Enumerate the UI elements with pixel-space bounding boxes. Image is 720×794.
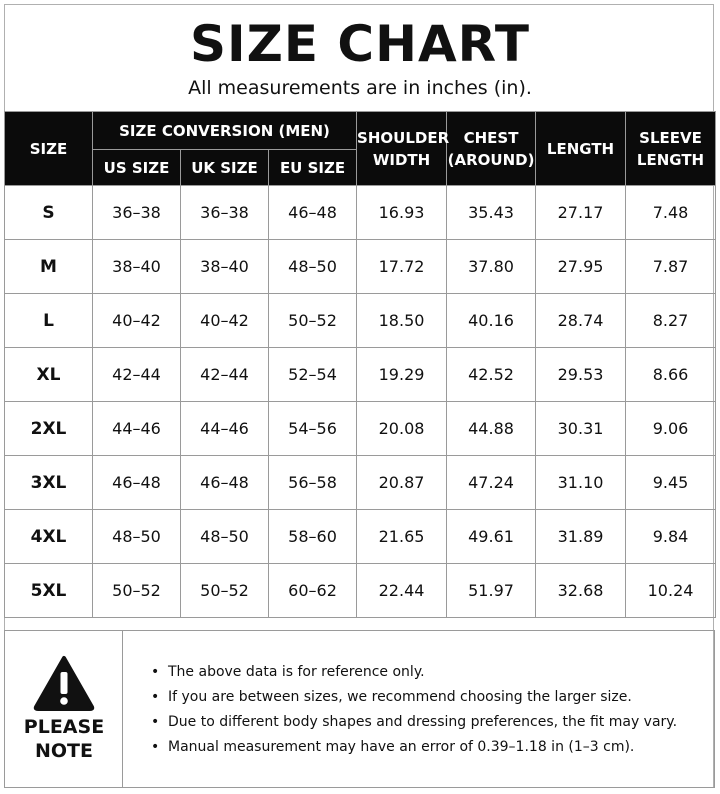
cell-sleeve-length: 7.48 [626,186,716,240]
cell-length: 28.74 [536,294,626,348]
table-row [5,564,716,618]
page-subtitle: All measurements are in inches (in). [188,77,532,99]
cell-shoulder-width: 16.93 [357,186,447,240]
please-note-box [4,630,715,788]
cell-shoulder-width: 22.44 [357,564,447,618]
note-item: • If you are between sizes, we recommend choosing the larger size. [151,685,677,710]
cell-length: 32.68 [536,564,626,618]
cell-size: M [5,240,93,294]
cell-uk-size: 42–44 [181,348,269,402]
cell-chest: 47.24 [447,456,536,510]
cell-chest: 35.43 [447,186,536,240]
cell-chest: 40.16 [447,294,536,348]
cell-eu-size: 54–56 [269,402,357,456]
cell-length: 31.10 [536,456,626,510]
cell-size: L [5,294,93,348]
cell-shoulder-width: 19.29 [357,348,447,402]
cell-uk-size: 50–52 [181,564,269,618]
header-chest-line2: (AROUND) [447,150,535,169]
table-row [5,294,716,348]
table-row [5,186,716,240]
cell-us-size: 48–50 [93,510,181,564]
cell-eu-size: 58–60 [269,510,357,564]
cell-us-size: 36–38 [93,186,181,240]
cell-sleeve-length: 10.24 [626,564,716,618]
cell-size: XL [5,348,93,402]
table-row [5,456,716,510]
cell-us-size: 40–42 [93,294,181,348]
note-item: • Due to different body shapes and dressing preferences, the fit may vary. [151,710,677,735]
cell-us-size: 42–44 [93,348,181,402]
header-uk-size: UK SIZE [181,150,269,186]
please-note-label-panel [5,631,123,787]
header-shoulder-line2: WIDTH [372,150,431,169]
cell-eu-size: 48–50 [269,240,357,294]
cell-chest: 49.61 [447,510,536,564]
cell-chest: 51.97 [447,564,536,618]
cell-uk-size: 40–42 [181,294,269,348]
note-item: • The above data is for reference only. [151,660,677,685]
cell-chest: 44.88 [447,402,536,456]
cell-eu-size: 60–62 [269,564,357,618]
cell-sleeve-length: 9.06 [626,402,716,456]
cell-uk-size: 36–38 [181,186,269,240]
please-note-line2: NOTE [35,740,93,762]
cell-us-size: 50–52 [93,564,181,618]
cell-length: 27.17 [536,186,626,240]
cell-length: 30.31 [536,402,626,456]
cell-eu-size: 56–58 [269,456,357,510]
please-note-label [5,715,123,763]
header-shoulder-width [357,112,450,186]
page-title: SIZE CHART [189,15,531,73]
cell-shoulder-width: 17.72 [357,240,447,294]
cell-shoulder-width: 20.87 [357,456,447,510]
cell-uk-size: 38–40 [181,240,269,294]
warning-triangle-icon [33,655,95,711]
cell-length: 27.95 [536,240,626,294]
cell-sleeve-length: 9.84 [626,510,716,564]
cell-length: 31.89 [536,510,626,564]
cell-length: 29.53 [536,348,626,402]
cell-uk-size: 46–48 [181,456,269,510]
cell-uk-size: 44–46 [181,402,269,456]
please-note-line1: PLEASE [23,716,105,738]
header-sleeve-line2: LENGTH [636,150,705,169]
cell-size: 4XL [5,510,93,564]
size-chart-table [4,111,716,618]
cell-eu-size: 50–52 [269,294,357,348]
table-row [5,348,716,402]
cell-shoulder-width: 18.50 [357,294,447,348]
header-size-conversion: SIZE CONVERSION (MEN) [93,112,357,150]
cell-us-size: 44–46 [93,402,181,456]
cell-eu-size: 52–54 [269,348,357,402]
cell-us-size: 38–40 [93,240,181,294]
header-chest [447,112,536,186]
header-size: SIZE [5,112,93,186]
cell-sleeve-length: 8.66 [626,348,716,402]
note-item: • Manual measurement may have an error of 0.39–1.18 in (1–3 cm). [151,735,677,760]
header-sleeve-length [626,112,716,186]
cell-chest: 37.80 [447,240,536,294]
table-row [5,240,716,294]
header-length: LENGTH [536,112,626,186]
cell-sleeve-length: 7.87 [626,240,716,294]
header-eu-size: EU SIZE [269,150,357,186]
table-row [5,402,716,456]
cell-uk-size: 48–50 [181,510,269,564]
cell-chest: 42.52 [447,348,536,402]
header-shoulder-line1: SHOULDER [357,128,450,147]
cell-shoulder-width: 20.08 [357,402,447,456]
cell-sleeve-length: 8.27 [626,294,716,348]
cell-sleeve-length: 9.45 [626,456,716,510]
header-sleeve-line1: SLEEVE [639,128,702,147]
table-row [5,510,716,564]
cell-us-size: 46–48 [93,456,181,510]
cell-size: 3XL [5,456,93,510]
header-chest-line1: CHEST [463,128,519,147]
note-list [151,660,677,760]
header-us-size: US SIZE [93,150,181,186]
cell-size: S [5,186,93,240]
cell-size: 2XL [5,402,93,456]
cell-eu-size: 46–48 [269,186,357,240]
cell-shoulder-width: 21.65 [357,510,447,564]
cell-size: 5XL [5,564,93,618]
